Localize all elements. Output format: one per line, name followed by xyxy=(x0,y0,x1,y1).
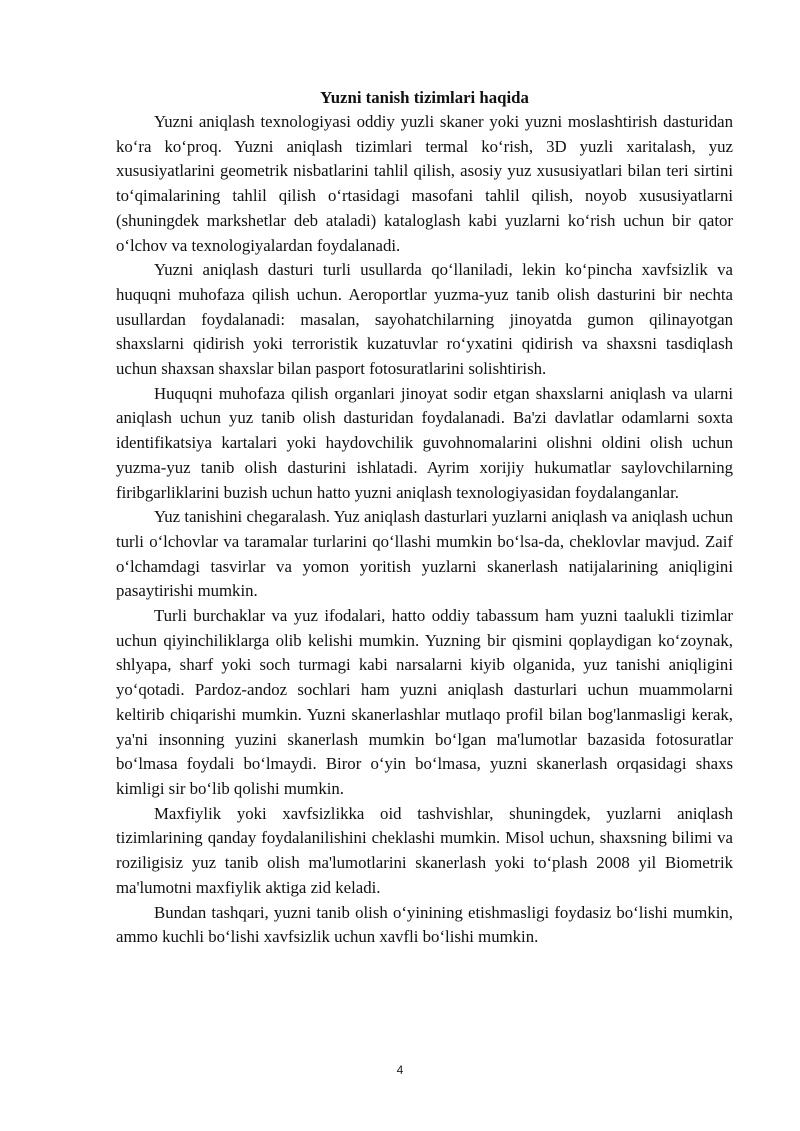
paragraph-2: Yuzni aniqlash dasturi turli usullarda qoʻllaniladi, lekin koʻpincha xavfsizlik va huquqni muhofaza qilish uchun. Aeroportlar yuzma-yuz tanib olish dasturini bir nechta usullardan foydalanadi: masalan, sayohatchilarning jinoyatda gumon qilinayotgan shaxslarni qidirish yoki terroristik kuzatuvlar roʻyxatini qidirish va shaxsni tasdiqlash uchun shaxsan shaxslar bilan pasport fotosuratlarini solishtirish. xyxy=(116,260,733,379)
paragraph-7: Bundan tashqari, yuzni tanib olish oʻyinining etishmasligi foydasiz boʻlishi mumkin, ammo kuchli boʻlishi xavfsizlik uchun xavfli boʻlishi mumkin. xyxy=(116,902,733,947)
page-number: 4 xyxy=(396,1063,404,1077)
document-page xyxy=(116,86,733,950)
paragraph-4: Yuz tanishini chegaralash. Yuz aniqlash dasturlari yuzlarni aniqlash va aniqlash uchun turli oʻlchovlar va taramalar turlarini qoʻllashi mumkin boʻlsa-da, cheklovlar mavjud. Zaif oʻlchamdagi tasvirlar va yomon yoritish yuzlarni skanerlash natijalarining aniqligini pasaytirishi mumkin. xyxy=(116,507,733,601)
paragraph-5: Turli burchaklar va yuz ifodalari, hatto oddiy tabassum ham yuzni taalukli tizimlar uchun qiyinchiliklarga olib kelishi mumkin. Yuzning bir qismini qoplaydigan koʻzoynak, shlyapa, sharf yoki soch turmagi kabi narsalarni kiyib olganida, yuz tanishi aniqligini yoʻqotadi. Pardoz-andoz sochlari ham yuzni aniqlash dasturlari uchun muammolarni keltirib chiqarishi mumkin. Yuzni skanerlashlar mutlaqo profil bilan bog'lanmasligi kerak, ya'ni insonning yuzini skanerlash mumkin boʻlgan ma'lumotlar bazasida fotosuratlar boʻlmasa foydali boʻlmaydi. Biror oʻyin boʻlmasa, yuzni skanerlash orqasidagi shaxs kimligi sir boʻlib qolishi mumkin. xyxy=(116,606,733,798)
paragraph-6: Maxfiylik yoki xavfsizlikka oid tashvishlar, shuningdek, yuzlarni aniqlash tizimlarining qanday foydalanilishini cheklashi mumkin. Misol uchun, shaxsning bilimi va roziligisiz yuz tanib olish ma'lumotlarini skanerlash yoki toʻplash 2008 yil Biometrik ma'lumotni maxfiylik aktiga zid keladi. xyxy=(116,803,733,897)
paragraph-1: Yuzni aniqlash texnologiyasi oddiy yuzli skaner yoki yuzni moslashtirish dasturidan koʻra koʻproq. Yuzni aniqlash tizimlari termal koʻrish, 3D yuzli xaritalash, yuz xususiyatlarini geometrik nisbatlarini tahlil qilish, asosiy yuz xususiyatlari bilan teri sirtini toʻqimalarining tahlil qilish oʻrtasidagi masofani tahlil qilish, noyob xususiyatlarni (shuningdek markshetlar deb ataladi) kataloglash kabi yuzlarni koʻrish uchun bir qator oʻlchov va texnologiyalardan foydalanadi. xyxy=(116,112,733,255)
paragraph-3: Huquqni muhofaza qilish organlari jinoyat sodir etgan shaxslarni aniqlash va ularni aniqlash uchun yuz tanib olish dasturidan foydalanadi. Ba'zi davlatlar odamlarni soxta identifikatsiya kartalari yoki haydovchilik guvohnomalarini olishni oldini olish uchun yuzma-yuz tanib olish dasturini ishlatadi. Ayrim xorijiy hukumatlar saylovchilarning firibgarliklarini buzish uchun hatto yuzni aniqlash texnologiyasidan foydalanganlar. xyxy=(116,383,733,502)
page-title: Yuzni tanish tizimlari haqida xyxy=(320,88,529,107)
